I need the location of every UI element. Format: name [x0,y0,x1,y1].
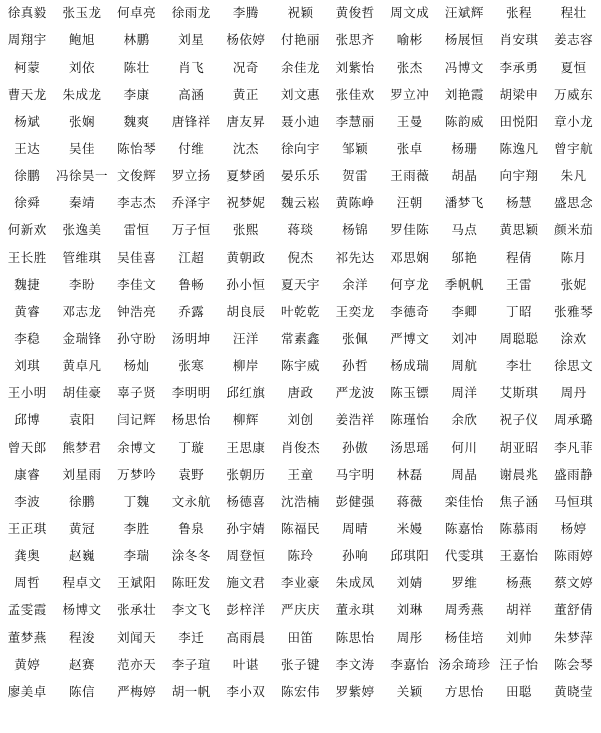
name-cell: 聂小迪 [280,113,320,129]
name-cell: 柳岸 [232,358,259,374]
name-cell: 张雅琴 [554,303,594,319]
name-cell: 张娴 [68,113,95,129]
name-cell: 邱琪阳 [390,548,430,564]
name-cell: 辜子贤 [117,385,157,401]
name-cell: 陈慕雨 [499,520,539,536]
name-cell: 陈宇威 [280,358,320,374]
name-cell: 陈玉镖 [390,385,430,401]
name-cell: 邱红旗 [226,385,266,401]
name-cell: 邓志龙 [62,303,102,319]
name-cell: 杨慧 [506,195,533,211]
name-cell: 李志杰 [117,195,157,211]
name-cell: 徐向宇 [280,141,320,157]
name-cell: 田悦阳 [499,113,539,129]
name-cell: 米嫚 [396,520,423,536]
name-cell: 张佳欢 [335,86,375,102]
name-cell: 廖美卓 [7,683,47,699]
name-cell: 邓思娴 [390,249,430,265]
name-cell: 周翔宇 [7,32,47,48]
name-cell: 周聪聪 [499,331,539,346]
name-cell: 严龙波 [335,385,375,401]
name-cell: 赵巍 [68,548,95,564]
name-cell: 汤思瑶 [390,439,430,455]
name-cell: 徐鹏 [14,168,41,184]
name-cell: 孙响 [342,548,369,564]
name-cell: 赵赛 [68,656,95,672]
name-cell: 杨婷 [560,520,587,536]
name-cell: 关颖 [396,683,423,699]
name-cell: 肖飞 [178,59,205,75]
name-cell: 龚奥 [14,548,41,564]
name-cell: 李稳 [14,331,41,346]
name-cell: 王雨薇 [390,168,430,184]
name-cell: 张卓 [396,141,423,157]
name-cell: 李凡菲 [554,439,594,455]
name-cell: 王奕龙 [335,303,375,319]
name-cell: 丁昭 [506,303,533,319]
name-cell: 田聪 [506,683,533,699]
name-cell: 秦靖 [68,195,95,211]
name-cell: 常素鑫 [280,331,320,346]
name-cell: 姜志容 [554,32,594,48]
name-cell: 付维 [178,141,205,157]
name-cell: 周哲 [14,575,41,591]
name-cell: 康睿 [14,466,41,482]
name-cell: 严庆庆 [280,602,320,618]
name-cell: 张寒 [178,358,205,374]
name-cell: 周秀燕 [444,602,484,618]
name-cell: 乔泽宇 [171,195,211,211]
name-cell: 余欣 [451,412,478,428]
name-cell: 孟雯霞 [7,602,47,618]
name-cell: 刘琳 [396,602,423,618]
name-cell: 倪杰 [287,249,314,265]
name-cell: 蔡文婷 [554,575,594,591]
name-cell: 李卿 [451,303,478,319]
name-cell: 程浚 [68,629,95,645]
name-cell: 周晶 [451,466,478,482]
name-cell: 张朝历 [226,466,266,482]
name-cell: 周航 [451,358,478,374]
name-cell: 徐真毅 [7,5,47,21]
name-cell: 李承勇 [499,59,539,75]
name-cell: 贺雷 [342,168,369,184]
name-cell: 李业豪 [280,575,320,591]
name-cell: 王思康 [226,439,266,455]
name-cell: 李德奇 [390,303,430,319]
name-cell: 李子瑄 [171,656,211,672]
name-cell: 陈宏伟 [280,683,320,699]
name-cell: 雷恒 [123,222,150,238]
name-cell: 蒋琰 [287,222,314,238]
name-cell: 魏爽 [123,113,150,129]
name-cell: 冯徐昊一 [55,168,108,184]
name-cell: 姜浩祥 [335,412,375,428]
name-cell: 李康 [123,86,150,102]
name-cell: 胡亚昭 [499,439,539,455]
name-cell: 曹天龙 [7,86,47,102]
name-cell: 罗立扬 [171,168,211,184]
name-cell: 陈雨婷 [554,548,594,564]
name-cell: 李文涛 [335,656,375,672]
name-cell: 胡佳豪 [62,385,102,401]
name-cell: 陈壮 [123,59,150,75]
name-cell: 余洋 [342,276,369,292]
name-cell: 董梦燕 [7,629,47,645]
name-cell: 何亨龙 [390,276,430,292]
name-cell: 艾斯琪 [499,385,539,401]
name-cell: 熊梦君 [62,439,102,455]
name-cell: 万梦吟 [117,466,157,482]
name-cell: 黄晓莹 [554,683,594,699]
name-cell: 喻彬 [396,32,423,48]
name-cell: 周洋 [451,385,478,401]
name-cell: 陈韵威 [444,113,484,129]
name-cell: 王嘉怡 [499,548,539,564]
name-cell: 管维琪 [62,249,102,265]
name-cell: 彭梓洋 [226,602,266,618]
name-cell: 刘帅 [506,629,533,645]
name-cell: 李小双 [226,683,266,699]
name-cell: 黄朝政 [226,249,266,265]
name-cell: 涂欢 [560,331,587,346]
name-cell: 黄冠 [68,520,95,536]
name-cell: 万子恒 [171,222,211,238]
name-cell: 何新欢 [7,222,47,238]
name-cell: 罗维 [451,575,478,591]
name-cell: 罗佳陈 [390,222,430,238]
name-cell: 张玉龙 [62,5,102,21]
name-cell: 付艳丽 [280,32,320,48]
name-cell: 丁魏 [123,493,150,509]
name-cell: 黄思颖 [499,222,539,238]
name-cell: 王雷 [506,276,533,292]
name-cell: 徐舜 [14,195,41,211]
name-cell: 周晴 [342,520,369,536]
name-cell: 万威东 [554,86,594,102]
name-cell: 李胜 [123,520,150,536]
name-cell: 孙傲 [342,439,369,455]
name-cell: 何卓亮 [117,5,157,21]
name-cell: 刘紫怡 [335,59,375,75]
name-cell: 刘艳霞 [444,86,484,102]
name-cell: 陈嘉怡 [444,520,484,536]
name-cell: 刘依 [68,59,95,75]
name-cell: 祝颖 [287,5,314,21]
name-cell: 黄睿 [14,303,41,319]
name-cell: 彭健强 [335,493,375,509]
name-cell: 徐雨龙 [171,5,211,21]
name-cell: 丁璇 [178,439,205,455]
name-cell: 徐思文 [554,358,594,374]
name-cell: 江超 [178,249,205,265]
name-cell: 李瑞 [123,548,150,564]
name-cell: 程壮 [560,5,587,21]
name-cell: 徐鹏 [68,493,95,509]
name-cell: 胡祥 [506,602,533,618]
name-cell: 夏梦函 [226,168,266,184]
name-cell: 杨珊 [451,141,478,157]
name-cell: 范亦天 [117,656,157,672]
name-cell: 田笛 [287,629,314,645]
name-cell: 杨灿 [123,358,150,374]
name-cell: 朱凡 [560,168,587,184]
name-cell: 余佳龙 [280,59,320,75]
name-cell: 黄卓凡 [62,358,102,374]
name-cell: 汤明坤 [171,331,211,346]
name-cell: 杨博文 [62,602,102,618]
name-cell: 王小明 [7,385,47,401]
name-cell: 代雯琪 [444,548,484,564]
name-cell: 方思怡 [444,683,484,699]
name-cell: 晏乐乐 [280,168,320,184]
name-cell: 杨佳培 [444,629,484,645]
name-cell: 孙守盼 [117,331,157,346]
name-cell: 胡一帆 [171,683,211,699]
name-cell: 高涵 [178,86,205,102]
name-cell: 唐政 [287,385,314,401]
name-cell: 朱梦萍 [554,629,594,645]
name-cell: 李壮 [506,358,533,374]
name-cell: 黄婷 [14,656,41,672]
name-cell: 刘星 [178,32,205,48]
name-cell: 李腾 [232,5,259,21]
name-cell: 闫记辉 [117,412,157,428]
name-cell: 汤余琦珍 [438,656,491,672]
name-cell: 祝子仪 [499,412,539,428]
name-cell: 董永琪 [335,602,375,618]
name-cell: 汪子怡 [499,656,539,672]
name-cell: 林鹏 [123,32,150,48]
name-cell: 陈思怡 [335,629,375,645]
name-cell: 刘婧 [396,575,423,591]
name-cell: 叶乾乾 [280,303,320,319]
name-cell: 谢晨兆 [499,466,539,482]
name-cell: 柯蒙 [14,59,41,75]
name-cell: 汪洋 [232,331,259,346]
name-cell: 文永航 [171,493,211,509]
name-cell: 刘文惠 [280,86,320,102]
name-cell: 黄俊哲 [335,5,375,21]
name-cell: 张子键 [280,656,320,672]
name-cell: 张思齐 [335,32,375,48]
name-cell: 刘创 [287,412,314,428]
name-cell: 李慧丽 [335,113,375,129]
name-cell: 王达 [14,141,41,157]
name-cell: 罗紫婷 [335,683,375,699]
name-cell: 王童 [287,466,314,482]
name-cell: 严博文 [390,331,430,346]
name-cell: 杨德喜 [226,493,266,509]
name-cell: 袁野 [178,466,205,482]
name-cell: 杨依婷 [226,32,266,48]
name-cell: 朱成龙 [62,86,102,102]
name-cell: 栾佳怡 [444,493,484,509]
name-cell: 马恒琪 [554,493,594,509]
name-cell: 陈怡琴 [117,141,157,157]
name-cell: 夏恒 [560,59,587,75]
name-cell: 陈玲 [287,548,314,564]
name-cell: 李迁 [178,629,205,645]
name-cell: 李波 [14,493,41,509]
name-cell: 柳辉 [232,412,259,428]
name-cell: 张承壮 [117,602,157,618]
name-cell: 杨燕 [506,575,533,591]
name-cell: 吴佳喜 [117,249,157,265]
name-cell: 张逸美 [62,222,102,238]
name-cell: 涂冬冬 [171,548,211,564]
name-cell: 陈旺发 [171,575,211,591]
name-cell: 唐锋祥 [171,113,211,129]
name-cell: 程卓文 [62,575,102,591]
name-cell: 肖安琪 [499,32,539,48]
name-cell: 陈福民 [280,520,320,536]
name-cell: 盛思念 [554,195,594,211]
name-cell: 唐友昇 [226,113,266,129]
name-cell: 陈信 [68,683,95,699]
name-cell: 蒋薇 [396,493,423,509]
name-cell: 刘星雨 [62,466,102,482]
name-cell: 李佳文 [117,276,157,292]
name-cell: 周丹 [560,385,587,401]
name-cell: 张佩 [342,331,369,346]
name-cell: 张妮 [560,276,587,292]
name-cell: 杨锦 [342,222,369,238]
name-cell: 黄陈峥 [335,195,375,211]
name-cell: 王斌阳 [117,575,157,591]
name-cell: 何川 [451,439,478,455]
name-cell: 杨展恒 [444,32,484,48]
name-cell: 陈月 [560,249,587,265]
name-cell: 汪斌辉 [444,5,484,21]
name-cell: 汪朝 [396,195,423,211]
name-cell: 陈瑾怡 [390,412,430,428]
name-cell: 孙宇婧 [226,520,266,536]
name-cell: 马宇明 [335,466,375,482]
name-cell: 胡晶 [451,168,478,184]
name-cell: 鲁畅 [178,276,205,292]
name-cell: 朱成凤 [335,575,375,591]
name-cell: 张杰 [396,59,423,75]
name-cell: 李明明 [171,385,211,401]
name-cell: 吴佳 [68,141,95,157]
name-cell: 孙哲 [342,358,369,374]
name-cell: 胡良辰 [226,303,266,319]
name-cell: 李文飞 [171,602,211,618]
name-cell: 周登恒 [226,548,266,564]
name-cell: 刘琪 [14,358,41,374]
name-cell: 曾天郎 [7,439,47,455]
name-cell: 周彤 [396,629,423,645]
name-cell: 颜米茄 [554,222,594,238]
name-cell: 王正琪 [7,520,47,536]
name-cell: 程倩 [506,249,533,265]
name-cell: 叶谌 [232,656,259,672]
name-cell: 黄正 [232,86,259,102]
name-cell: 邹颖 [342,141,369,157]
name-cell: 盛雨静 [554,466,594,482]
name-cell: 章小龙 [554,113,594,129]
name-cell: 冯博文 [444,59,484,75]
name-cell: 马点 [451,222,478,238]
name-cell: 陈会琴 [554,656,594,672]
name-cell: 杨思怡 [171,412,211,428]
name-cell: 祁先达 [335,249,375,265]
name-cell: 施文君 [226,575,266,591]
name-cell: 鲁泉 [178,520,205,536]
name-cell: 刘闻天 [117,629,157,645]
name-cell: 祝梦妮 [226,195,266,211]
name-cell: 高雨晨 [226,629,266,645]
name-cell: 邬艳 [451,249,478,265]
name-cell: 季帆帆 [444,276,484,292]
name-cell: 文俊辉 [117,168,157,184]
name-cell: 肖俊杰 [280,439,320,455]
name-cell: 李盼 [68,276,95,292]
name-cell: 王曼 [396,113,423,129]
name-cell: 焦子涵 [499,493,539,509]
name-cell: 杨成瑞 [390,358,430,374]
name-cell: 王长胜 [7,249,47,265]
name-cell: 胡梁申 [499,86,539,102]
name-cell: 刘冲 [451,331,478,346]
name-cell: 魏捷 [14,276,41,292]
name-cell: 罗立冲 [390,86,430,102]
name-cell: 张熙 [232,222,259,238]
name-cell: 向宇翔 [499,168,539,184]
name-cell: 鲍旭 [68,32,95,48]
name-cell: 金瑞锋 [62,331,102,346]
name-cell: 孙小恒 [226,276,266,292]
name-cell: 乔露 [178,303,205,319]
name-cell: 周承璐 [554,412,594,428]
name-cell: 余博文 [117,439,157,455]
name-cell: 张程 [506,5,533,21]
name-cell: 陈逸凡 [499,141,539,157]
name-cell: 曾宇航 [554,141,594,157]
name-cell: 周文成 [390,5,430,21]
name-cell: 袁阳 [68,412,95,428]
name-cell: 况奇 [232,59,259,75]
name-cell: 潘梦飞 [444,195,484,211]
name-cell: 严梅婷 [117,683,157,699]
name-cell: 杨斌 [14,113,41,129]
name-cell: 魏云崧 [280,195,320,211]
name-cell: 李嘉怡 [390,656,430,672]
name-cell: 沈杰 [232,141,259,157]
name-cell: 夏天宇 [280,276,320,292]
name-cell: 林磊 [396,466,423,482]
name-cell: 钟浩亮 [117,303,157,319]
name-cell: 董舒倩 [554,602,594,618]
name-cell: 邱博 [14,412,41,428]
name-cell: 沈浩楠 [280,493,320,509]
